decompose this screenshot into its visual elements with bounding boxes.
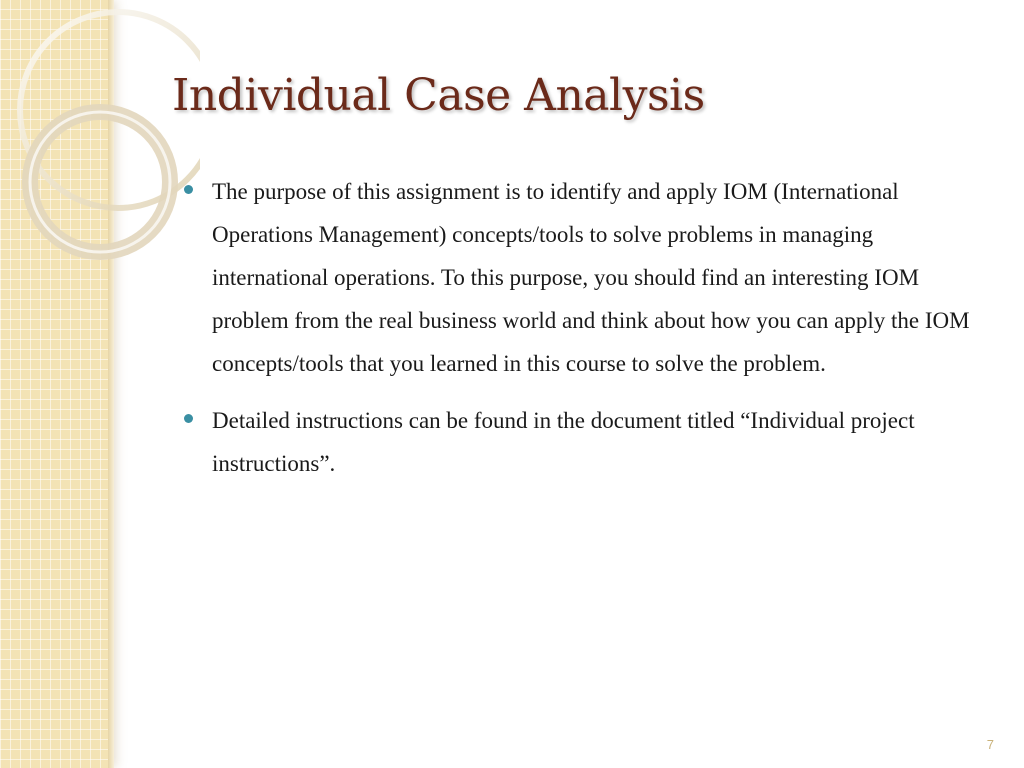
bullet-item bbox=[180, 170, 995, 385]
bullet-text: The purpose of this assignment is to identify and apply IOM (International Operations Management) concepts/tools to solve problems in managing international operations. To this purpose, you should find an interesting IOM problem from the real business world and think about how you can apply the IOM concepts/tools that you learned in this course to solve the problem. bbox=[212, 179, 970, 376]
bullet-text: Detailed instructions can be found in the document titled “Individual project instructions”. bbox=[212, 408, 915, 476]
bullet-list bbox=[180, 170, 995, 499]
slide-title: Individual Case Analysis bbox=[172, 70, 705, 121]
bullet-dot-icon bbox=[184, 185, 193, 194]
page-number: 7 bbox=[986, 737, 994, 752]
bullet-item bbox=[180, 399, 995, 485]
decorative-rings bbox=[0, 0, 200, 300]
bullet-dot-icon bbox=[184, 414, 193, 423]
